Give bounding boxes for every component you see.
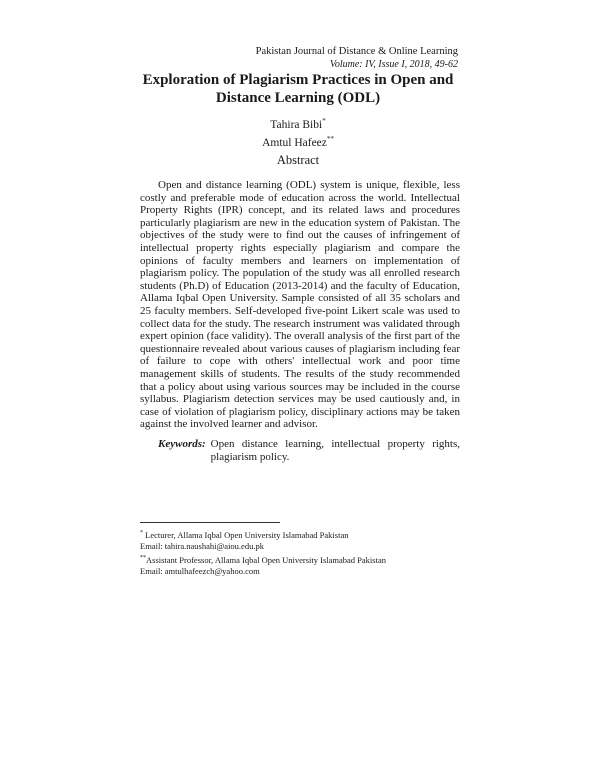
paper-title-line-1: Exploration of Plagiarism Practices in Open and — [142, 72, 454, 88]
footnote-divider — [140, 522, 280, 523]
keywords-text: Open distance learning, intellectual property rights, plagiarism policy. — [210, 438, 460, 463]
author-name: Amtul Hafeez — [262, 136, 327, 149]
footnote-mark: ** — [140, 554, 146, 561]
footnote-text: Email: amtulhafeezch@yahoo.com — [140, 566, 260, 577]
author-name: Tahira Bibi — [270, 118, 323, 131]
author-footnote-mark: * — [322, 117, 326, 125]
footnote-mark: * — [140, 530, 143, 536]
paper-title — [140, 71, 456, 107]
journal-volume: Volume: IV, Issue I, 2018, 49-62 — [329, 59, 458, 70]
paper-title-line-2: Distance Learning (ODL) — [215, 90, 381, 106]
author-footnote-mark: ** — [326, 134, 334, 143]
abstract-heading: Abstract — [276, 153, 320, 167]
author-2 — [140, 132, 456, 150]
abstract-body: Open and distance learning (ODL) system is unique, flexible, less costly and preferable mode of education across the world. Intellectual Property Rights (IPR) concept, and its related laws and procedures particularly plagiarism are new in the education system of Pakistan. The objectives of the study were to find out the causes of infringement of intellectual property rights especially plagiarism and compare the opinions of faculty members and learners on implementation of plagiarism policy. The population of the study was all enrolled research students (Ph.D) of Education (2013-2014) and the faculty of Education, Allama Iqbal Open University. Sample consisted of all 35 scholars and 25 faculty members. Self-developed five-point Likert scale was used to collect data for the study. The research instrument was validated through expert opinion (face validity). The overall analysis of the first part of the questionnaire revealed about various causes of plagiarism including fear of failure to cope with others' intellectual work and poor time management skills of students. The results of the study recommended that a policy about using various sources may be included in the course syllabus. Plagiarism detection services may be used cautiously and, in case of violation of plagiarism policy, disciplinary actions may be taken against the involved learner and advisor. — [140, 179, 460, 431]
journal-header — [256, 45, 458, 71]
author-1 — [140, 114, 456, 132]
footnote-text: Email: tahira.naushahi@aiou.edu.pk — [140, 541, 264, 552]
footnote-text: Lecturer, Allama Iqbal Open University Islamabad Pakistan — [143, 529, 349, 540]
journal-name: Pakistan Journal of Distance & Online Learning — [255, 46, 458, 57]
footnote-text: Assistant Professor, Allama Iqbal Open University Islamabad Pakistan — [146, 554, 386, 565]
keywords — [158, 438, 460, 464]
footnote-3 — [140, 553, 470, 566]
keywords-label: Keywords: — [158, 438, 206, 450]
footnotes — [140, 528, 470, 578]
footnote-2 — [140, 541, 470, 553]
footnote-1 — [140, 528, 470, 541]
author-list — [140, 114, 456, 150]
footnote-4 — [140, 566, 470, 578]
